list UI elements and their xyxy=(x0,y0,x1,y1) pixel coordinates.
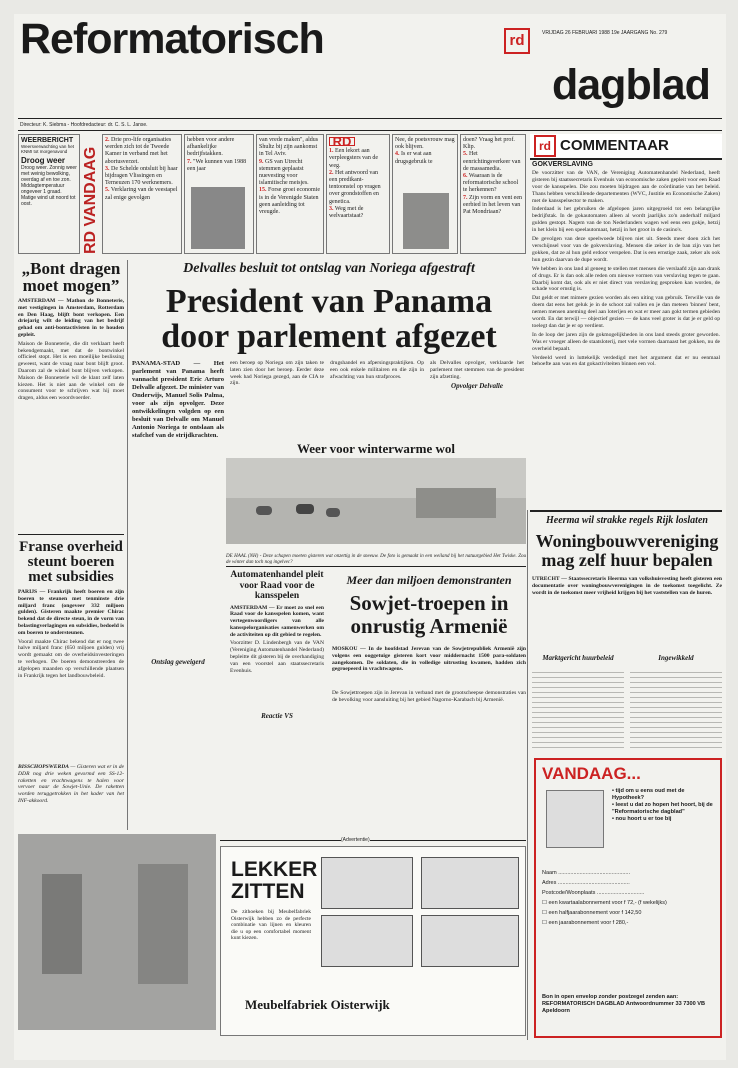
article-headline: Franse overheid steunt boeren met subsidies xyxy=(19,539,123,585)
index-text: hebben voor andere afhankelijke bedrijfstakken. xyxy=(187,137,235,158)
newspaper-page xyxy=(14,14,726,1060)
automat-article xyxy=(230,570,324,674)
housing-kicker: Heerma wil strakke regels Rijk loslaten xyxy=(546,515,708,526)
ad-label: (Advertentie) xyxy=(341,837,370,843)
main-article-headline: President van Panama door parlement afgezet xyxy=(161,283,497,355)
option-2[interactable]: ☐ een halfjaarabonnement voor f 142,50 xyxy=(542,910,642,916)
weather-photo-block xyxy=(226,442,526,554)
main-article-lead: PANAMA-STAD — Het parlement van Panama heeft vannacht president Eric Arturo Delvalle afgezet. De minister van Onderwijs, Manuel Solis Palma, voor als zijn opvolger. Deze ontwikkelingen volgden op een besluit van Delvalle om Manuel Antonio Noriega te ontslaan als stafchef van de strijdkrachten. xyxy=(132,360,224,439)
commentary-body xyxy=(532,162,720,370)
index-item: 5. Verklaring van de veestapel zal enige gevolgen xyxy=(105,187,178,201)
sofa-illustration-4 xyxy=(421,915,519,967)
index-item: 7. "We kunnen van 1988 een jaar xyxy=(187,158,247,172)
article-headline: Automatenhandel pleit voor Raad voor de kansspelen xyxy=(230,570,324,601)
article-body: Vooral maakte Chirac bekend dat er nog twee halve miljard franc (650 miljoen gulden) vrij wordt gemaakt om de overheidsinvesteringen te verhogen. De boeren demonstreerden de afgelopen maanden op verschillende plaatsen in Frankrijk tegen het landbouwbeleid. xyxy=(18,638,124,679)
option-1[interactable]: ☐ een kwartaalabonnement voor f 72,- (f wekelijks) xyxy=(542,900,667,906)
form-row[interactable]: Naam ............................................... xyxy=(542,870,631,876)
article-lead: AMSTERDAM — Mathon de Bonneterie, met vestigingen in Amsterdam, Rotterdam en Den Haag, blijft bont verkopen. Een driejarig wilt de leiding van het bedrijf gehad om anti-bontactivisten in te houden gepleit. xyxy=(18,298,124,338)
index-item: 15. Forse groei economie is in de Verenigde Staten geen aanleiding tot vreugde. xyxy=(259,187,320,216)
portrait-photo xyxy=(191,187,245,249)
commentary-paragraph: In de loop der jaren zijn de gokmogelijkheden in ons land steeds groter geworden. Was er vroeger alleen de staatsloterij, met vele vormen daarnaast het gokken, nu de overheid bepaalt. xyxy=(532,331,720,352)
index-item: doen? Vraag het prof. Klip. xyxy=(463,137,515,151)
ad-text: De zithoeken bij Meubelfabriek Oisterwijk hebben zo de perfecte combinatie van lijnen en kleuren die u op een comfortabel moment kunt kiezen. xyxy=(231,909,311,942)
left-brief: BISSCHOPSWERDA — Gisteren wat er in de DDR nog drie weken gevormd een SS-12-raketten en vrachtwagens te halen voor vervoer naar de Sowjet-Unie. De raketten worden teruggetrokken in het kader van het INF-akkoord. xyxy=(18,764,124,804)
rd-commentary-logo-icon: rd xyxy=(534,135,556,157)
main-article-subhead: Opvolger Delvalle xyxy=(451,382,503,391)
index-col-3 xyxy=(256,134,324,254)
weather-subtitle: Weersverwachting van het KNMI tot morgenavond xyxy=(21,144,74,154)
index-item: 4. Is er wat aan drugsgebruik te xyxy=(395,151,433,165)
sofa-illustration-2 xyxy=(421,857,519,909)
commentary-title: COMMENTAAR xyxy=(560,137,669,154)
sofa-illustration-3 xyxy=(321,915,413,967)
left-article-bont xyxy=(18,260,124,402)
newspaper-illustration xyxy=(546,790,604,848)
commentary-paragraph: Dat geldt er met mimere gezien worden als een uiting van gebruik. Terwille van de doem dat eens het geluk je in de schoot zal vallen en je dan meteen 'binnen' bent, nemen mensen aneming deel aan loterijen en wat er meer aan gokt termen gebieden wordt. En dat terwijl — objectief gezien — de kans veel groter is dat je er geld op toelegt dan dat je er op verdient. xyxy=(532,295,720,329)
commentary-paragraph: We hebben in ons land al geneeg te stellen met mensen die verslaafd zijn aan drank of drugs. Er is dan ook alle reden om nieuwe vormen van verslaving tegen te gaan. Daarbij komt dat, ook als er niet direct van verslaving gesproken kan worden, de schade voor ernstig is. xyxy=(532,265,720,293)
index-col-2 xyxy=(184,134,254,254)
index-item: 6. Waaraan is de reformatorische school te herkennen? xyxy=(463,173,519,194)
vandaag-footer: Bon in open envelop zonder postzegel zenden aan: REFORMATORISCH DAGBLAD Antwoordnummer 33 7300 VB Apeldoorn xyxy=(542,994,706,1014)
article-lead: PARIJS — Frankrijk heeft boeren en zijn boeren te steunen met tenminste drie miljard franc (ongeveer 332 miljoen gulden). Gisteren maakte premier Chirac bekend dat de directe steun, in de vorm van belastingverlagingen en subsidies, bedoeld is om boeren te ondersteunen. xyxy=(18,589,124,636)
article-headline: „Bont dragen moet mogen” xyxy=(21,259,121,295)
soviet-kicker: Meer dan miljoen demonstranten xyxy=(346,573,512,587)
masthead-title-line1: Reformatorisch xyxy=(20,15,324,63)
portrait-photo-2 xyxy=(403,193,449,249)
ad-headline: LEKKER ZITTEN xyxy=(231,858,318,903)
left-article-franse xyxy=(18,540,124,679)
index-item: 2. Het antwoord van een predikant-tentoonstel op vragen over grondstoffen en genetica. xyxy=(329,169,381,205)
article-body: Voorzitter D. Lindenbergh van de VAN (Vereniging Automatenhandel Nederland) bepleitte dit gisteren bij de overhandiging van een voorstel aan staatssecretaris Evenhuis. xyxy=(230,640,324,674)
staff-line: Directeur: K. Siebma - Hoofdredacteur: dr. C. S. L. Janse. xyxy=(20,122,148,128)
logo-icon: rd xyxy=(504,28,530,54)
main-article-col4: als Delvalles opvolger, verklaarde het parlement met stemmen van de president zijn afzetting. Opvolger Delvalle xyxy=(430,360,524,391)
rd-vandaag-label: RD VANDAAG xyxy=(82,146,99,254)
form-row[interactable]: Adres ............................................... xyxy=(542,880,630,886)
article-body: Maison de Bonneterie, die dit verklaart heeft bekendgemaakt, met dat de bontwinkel officieel stopt. Het is een moeilijke beslissing geweest, want de vraag naar bont blijft groot. Daarom zal de winkel bont blijven verkopen. Maison de Bonneterie wil de klant zelf laten kiezen. Het is niet aan de winkel om de consument voor te schrijven wat hij moet dragen, aldus een woordvoerder. xyxy=(18,340,124,402)
housing-body-col1 xyxy=(532,668,624,748)
index-item: 7. Zijn vorm en vent een eerbied in het leven van Pat Mondriaan? xyxy=(463,194,522,216)
weather-photo-title: Weer voor winterwarme wol xyxy=(226,442,526,455)
commentary-heading: GOKVERSLAVING xyxy=(532,161,593,168)
subhead-ontslag: Ontslag geweigerd xyxy=(151,658,205,666)
vandaag-title: VANDAAG... xyxy=(542,764,641,783)
vandaag-bullets: • tijd om u eens oud met de Hypotheek? • leest u dat zo hopen het hoort, bij de "Reformatorische dagblad" • nou hoort u er toe bij xyxy=(612,788,713,822)
form-row[interactable]: Postcode/Woonplaats ............................... xyxy=(542,890,645,896)
commentary-paragraph: De voorzitter van de VAN, de Vereniging Automatenhandel Nederland, heeft gisteren bij staatssecretaris Evenhuis van economische zaken gepleit voor een Raad voor de kansspelen. Die zou moeten bijdragen aan de coördinatie van het beleid. Thans hebben verschillende departementen (WVC, Justitie en Economische Zaken) met de kansspelsector te maken. xyxy=(532,169,720,204)
subhead-reactie: Reactie VS xyxy=(261,712,293,720)
commentary-paragraph: Verdeeld werd in luttekelijk verdedigd met het argument dat er nu eenmaal behoefte aan was en dat gokactiviteiten binnen een vol. xyxy=(532,354,720,368)
weather-photo-caption: DE HAAL (NH) - Deze schapen moeten gisteren wat onzettig in de sneeuw. De foto is gemaakt in een weiland bij het natuurgebied Het Twiske. Zou de winter dan toch nog ingelvec? xyxy=(226,554,526,565)
index-item: van vrede maken", aldus Shultz bij zijn aankomst in Tel Aviv. xyxy=(259,137,319,158)
index-item: 1. Een lekort aan verpleegsters van de weg. xyxy=(329,148,378,169)
weather-text: Droog weer. Zonnig weer met weinig bewolking, overdag af en toe zon. Middagtemperatuur ongeveer 1 graad. Matige wind uit noord tot oost. xyxy=(21,165,77,207)
index-item: 3. De Schelde ontsluit bij haar bijdragen Vlissingen en Terneuzen 170 werknemers. xyxy=(105,165,178,187)
furniture-ad xyxy=(220,837,526,1036)
main-article-kicker: Delvalles besluit tot ontslag van Noriega afgestraft xyxy=(183,261,475,276)
housing-headline: Woningbouwvereniging mag zelf huur bepalen xyxy=(535,531,719,570)
masthead-title-line2: dagblad xyxy=(552,61,710,109)
index-col-6 xyxy=(460,134,526,254)
rd-logo-icon: RD xyxy=(329,137,355,146)
bottom-left-photo xyxy=(18,834,216,1030)
commentary-paragraph: Inderdaad is het gebruiken de afgelopen jaren uitgegroeid tot een belangrijke bedrijfstak. In de gokautomaten alleen al wordt jaarlijks zo'n anderhalf miljard gulden gestopt. Nagem van de ton Nederlanders wagen wel eens een gokje, hetzij in het klein bij een speelautomaat, hetzij in het groot in de casino's. xyxy=(532,206,720,234)
date-line: VRIJDAG 26 FEBRUARI 1988 19e JAARGANG No. 279 xyxy=(542,30,668,36)
subscription-form xyxy=(542,868,718,928)
index-item: 9. GS van Utrecht stemmen geplaatst nuevesting voor islamitische meisjes. xyxy=(259,158,309,187)
article-lead: AMSTERDAM — Er moet zo snel een Raad voor de kansspelen komen, want vertegenwoordigers van alle kansspelorganisaties samenwerken om de activiteiten op dit gebied te regelen. xyxy=(230,604,324,638)
index-col-1 xyxy=(102,134,182,254)
sheep-photo xyxy=(226,458,526,544)
commentary-header xyxy=(530,134,722,160)
index-col-5 xyxy=(392,134,458,254)
commentary-paragraph: De gevolgen van deze speelwoede blijven niet uit. Steeds meer doen zich het verschijnsel voor van de gokverslaving. Mensen die zeker in de ban zijn van het gokken, dat ze al hun geld erdoor verspelen. Dat is een ernstige zaak, zeker als ook hun gezin daarvan de dupe wordt. xyxy=(532,236,720,263)
housing-subhead-1: Marktgericht huurbeleid xyxy=(542,654,614,662)
main-article-col3: drugshandel en afpersingspraktijken. Op een ook enkele militairen en die zijn in afwachting van hun strafproces. xyxy=(330,360,424,380)
option-3[interactable]: ☐ een jaarabonnement voor f 280,- xyxy=(542,920,629,926)
soviet-headline: Sowjet-troepen in onrustig Armenië xyxy=(349,591,509,638)
housing-body-col2 xyxy=(630,668,722,748)
weather-box xyxy=(18,134,80,254)
housing-subhead-2: Ingewikkeld xyxy=(658,654,694,662)
housing-lead: UTRECHT — Staatssecretaris Heerma van volkshuisvesting heeft gisteren een documentatie over woningbouwverenigingen in de toekomst toegelicht. Ze wordt in de toekomst meer vrijheid krijgen bij het vaststellen van de huren. xyxy=(532,576,722,596)
index-item: 2. Drie pro-life organisaties werden zich tot de Tweede Kamer in verband met het abortusverzet. xyxy=(105,137,172,165)
ad-brand: Meubelfabriek Oisterwijk xyxy=(245,997,390,1012)
index-text: Nee, de poetsvrouw mag ook blijven. xyxy=(395,137,455,151)
soviet-body: De Sowjettroepen zijn in Jerevan in verband met de grootscheepse demonstraties van de bevolking voor aansluiting bij het gebied Nagorno-Karabach bij Armenië. xyxy=(332,690,526,703)
soviet-lead: MOSKOU — In de hoofdstad Jerevan van de Sowjetrepubliek Armenië zijn volgens een ooggetuige gisteren kort voor middernacht 1500 para-soldaten aangekomen. De soldaten, die in volledige uitrusting kwamen, hadden zich gegroepeerd in vrachtwagens. xyxy=(332,646,526,673)
sofa-illustration-1 xyxy=(321,857,413,909)
main-article-col2: een beroep op Noriega om zijn taken te laten zien door het beroep. Eerder deze week had Noriega gezegd, aan de CIA te zijn. xyxy=(230,360,324,387)
index-item: 5. Het eenrichtingsverkeer van de massamedia. xyxy=(463,151,521,172)
weather-heading: Droog weer xyxy=(21,156,66,165)
vandaag-ad xyxy=(534,758,722,1038)
index-item: 3. Weg met de welvaartstaat? xyxy=(329,205,364,220)
weather-title: WEERBERICHT xyxy=(21,137,74,144)
index-col-4 xyxy=(326,134,390,254)
